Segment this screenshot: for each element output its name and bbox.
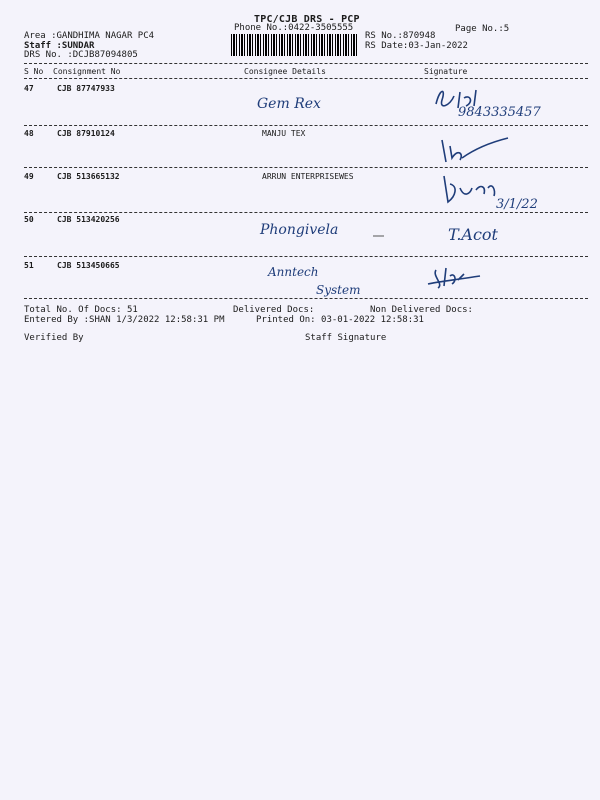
- signature-mark: [446, 220, 546, 248]
- column-consignee: Consignee Details: [244, 67, 326, 76]
- row-sno: 48: [24, 129, 34, 138]
- drs-number: DRS No. :DCJB87094805: [24, 50, 138, 60]
- handwritten-consignee: [266, 262, 376, 302]
- row-consignment: CJB 513450665: [57, 261, 120, 270]
- svg-text:Gem Rex: Gem Rex: [257, 96, 321, 112]
- entered-by: Entered By :SHAN 1/3/2022 12:58:31 PM: [24, 315, 225, 325]
- row-sno: 51: [24, 261, 34, 270]
- printed-on: Printed On: 03-01-2022 12:58:31: [256, 315, 424, 325]
- column-consignment: Consignment No: [53, 67, 121, 76]
- rs-number: RS No.:870948: [365, 31, 436, 41]
- svg-text:3/1/22: 3/1/22: [496, 197, 538, 212]
- row-sno: 49: [24, 172, 34, 181]
- svg-text:Phongivela: Phongivela: [260, 222, 339, 238]
- column-signature: Signature: [424, 67, 468, 76]
- dash-mark: [372, 234, 386, 238]
- row-sno: 50: [24, 215, 34, 224]
- row-consignment: CJB 513665132: [57, 172, 120, 181]
- column-sno: S No: [24, 67, 44, 76]
- svg-text:T.Acot: T.Acot: [448, 225, 498, 244]
- rs-date: RS Date:03-Jan-2022: [365, 41, 468, 51]
- row-divider: [24, 256, 588, 257]
- signature-mark: [436, 168, 566, 216]
- consignee-name: MANJU TEX: [262, 129, 306, 138]
- staff-signature-label: Staff Signature: [305, 333, 387, 343]
- row-sno: 47: [24, 84, 34, 93]
- area-field: Area :GANDHIMA NAGAR PC4: [24, 31, 155, 41]
- svg-text:Anntech: Anntech: [268, 265, 319, 279]
- row-consignment: CJB 87747933: [57, 84, 115, 93]
- consignee-name: ARRUN ENTERPRISEWES: [262, 172, 354, 181]
- page-number: Page No.:5: [455, 24, 510, 34]
- signature-mark: [436, 134, 516, 166]
- header-divider-top: [24, 63, 588, 64]
- row-consignment: CJB 87910124: [57, 129, 115, 138]
- document-title: TPC/CJB DRS - PCP: [254, 14, 360, 25]
- phone-number: Phone No.:0422-3505555: [234, 23, 354, 33]
- non-delivered-docs: Non Delivered Docs:: [370, 305, 473, 315]
- svg-text:9843335457: 9843335457: [458, 105, 541, 120]
- delivered-docs: Delivered Docs:: [233, 305, 315, 315]
- handwritten-consignee: [258, 214, 358, 242]
- signature-mark: [424, 262, 504, 292]
- table-bottom-divider: [24, 298, 588, 299]
- row-consignment: CJB 513420256: [57, 215, 120, 224]
- total-docs: Total No. Of Docs: 51: [24, 305, 138, 315]
- header-divider-bottom: [24, 78, 588, 79]
- row-divider: [24, 212, 588, 213]
- handwritten-consignee: [255, 92, 350, 114]
- signature-mark: [430, 84, 560, 124]
- row-divider: [24, 125, 588, 126]
- verified-by-label: Verified By: [24, 333, 84, 343]
- svg-text:System: System: [316, 283, 361, 297]
- staff-field: Staff :SUNDAR: [24, 41, 95, 51]
- barcode: [231, 34, 358, 56]
